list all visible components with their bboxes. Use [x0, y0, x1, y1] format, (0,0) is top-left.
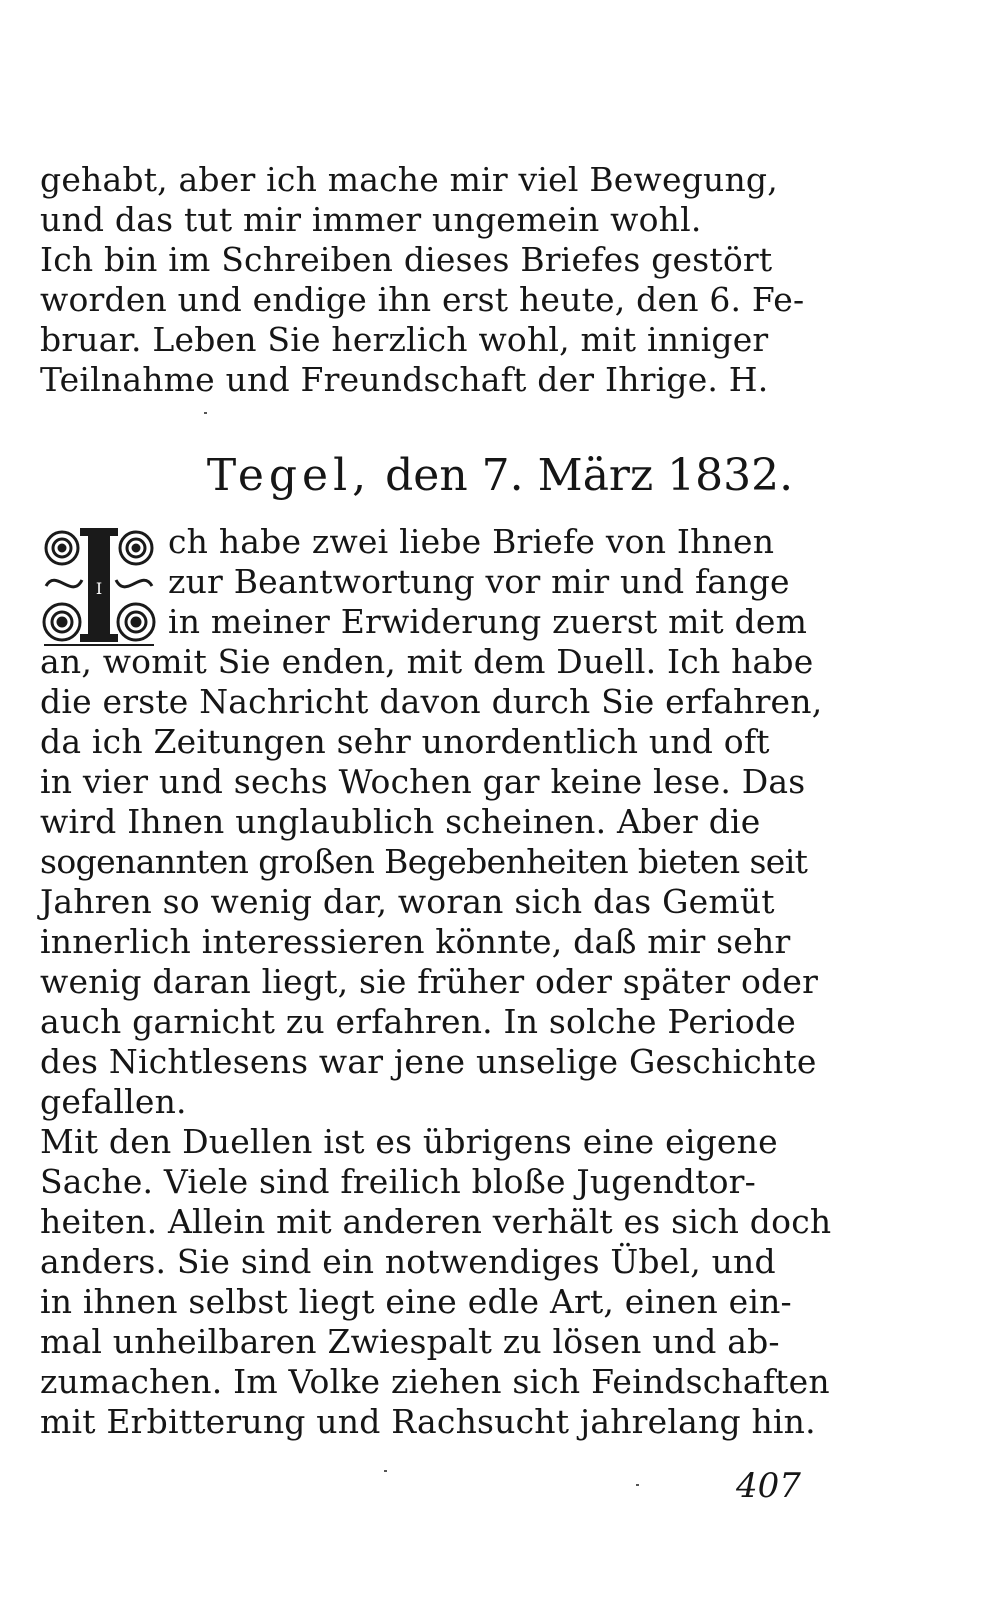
text-line: ch habe zwei liebe Briefe von Ihnen — [168, 522, 775, 561]
text-line: in ihnen selbst liegt eine edle Art, einen ein- — [40, 1282, 792, 1321]
text-line: mit Erbitterung und Rachsucht jahrelang hin. — [40, 1402, 816, 1441]
print-speck — [204, 412, 207, 414]
text-line: in meiner Erwiderung zuerst mit dem — [168, 602, 808, 641]
text-line: wird Ihnen unglaublich scheinen. Aber die — [40, 802, 761, 841]
text-line: worden und endige ihn erst heute, den 6. Fe- — [40, 280, 805, 319]
text-line: zumachen. Im Volke ziehen sich Feindschaften — [40, 1362, 830, 1401]
print-speck — [636, 1484, 639, 1486]
text-line: Sache. Viele sind freilich bloße Jugendtor- — [40, 1162, 756, 1201]
text-line: da ich Zeitungen sehr unordentlich und oft — [40, 722, 770, 761]
text-line: die erste Nachricht davon durch Sie erfahren, — [40, 682, 823, 721]
text-line: des Nichtlesens war jene unselige Geschichte — [40, 1042, 817, 1081]
text-line: gefallen. — [40, 1082, 187, 1121]
text-line: gehabt, aber ich mache mir viel Bewegung, — [40, 160, 778, 199]
text-line: Teilnahme und Freundschaft der Ihrige. H. — [40, 360, 769, 399]
decorated-initial — [38, 524, 160, 646]
letter-place: Tegel, — [206, 450, 372, 501]
ornament-icon — [38, 524, 160, 646]
text-line: auch garnicht zu erfahren. In solche Periode — [40, 1002, 796, 1041]
text-line: in vier und sechs Wochen gar keine lese. Das — [40, 762, 806, 801]
initial-letter: I — [95, 579, 103, 598]
text-line: sogenannten großen Begebenheiten bieten seit — [40, 842, 808, 881]
text-line: heiten. Allein mit anderen verhält es sich doch — [40, 1202, 832, 1241]
text-line: an, womit Sie enden, mit dem Duell. Ich habe — [40, 642, 814, 681]
print-speck — [384, 1470, 387, 1472]
text-line: anders. Sie sind ein notwendiges Übel, und — [40, 1242, 776, 1281]
text-line: mal unheilbaren Zwiespalt zu lösen und ab- — [40, 1322, 780, 1361]
text-line: Ich bin im Schreiben dieses Briefes gestört — [40, 240, 773, 279]
text-line: Jahren so wenig dar, woran sich das Gemüt — [40, 882, 775, 921]
text-line: und das tut mir immer ungemein wohl. — [40, 200, 702, 239]
page-number: 407 — [736, 1466, 801, 1506]
text-line: zur Beantwortung vor mir und fange — [168, 562, 790, 601]
letter-heading — [0, 448, 1000, 504]
text-line: innerlich interessieren könnte, daß mir sehr — [40, 922, 791, 961]
letter-date: den 7. März 1832. — [385, 450, 794, 501]
text-line: wenig daran liegt, sie früher oder später oder — [40, 962, 819, 1001]
text-line: bruar. Leben Sie herzlich wohl, mit inniger — [40, 320, 769, 359]
text-line: Mit den Duellen ist es übrigens eine eigene — [40, 1122, 778, 1161]
